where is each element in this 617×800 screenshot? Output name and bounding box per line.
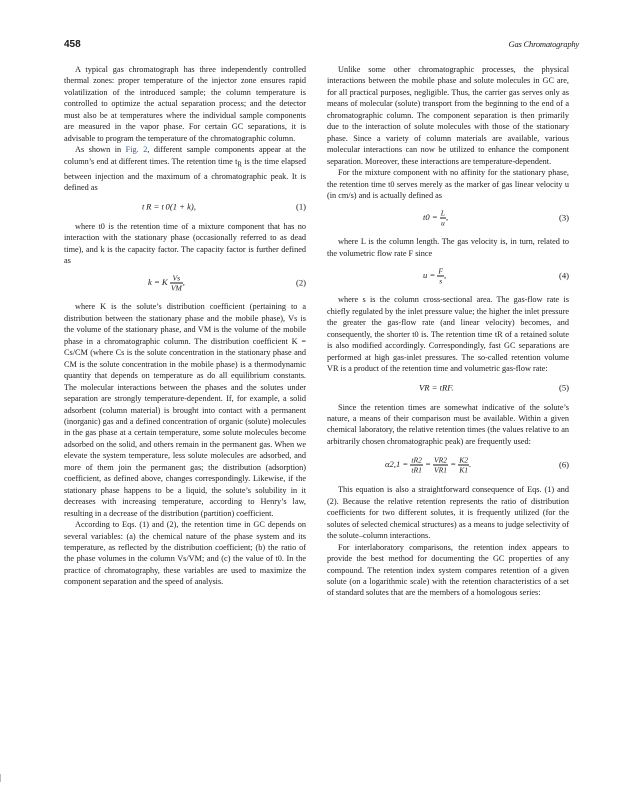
fraction bbox=[170, 274, 183, 293]
equation-number: (1) bbox=[295, 200, 306, 211]
equals-sign: = bbox=[450, 459, 457, 470]
equation-6 bbox=[327, 450, 569, 480]
numerator: F bbox=[438, 266, 444, 276]
paragraph: Since the retention times are somewhat indicative of the solute’s nature, a means of their comparison must be available. Within a given chemical laboratory, the relative retention times (the values relative to an arbitrarily chosen chromatographic peak) are frequently used: bbox=[327, 402, 569, 446]
equation-5 bbox=[327, 378, 569, 398]
paragraph bbox=[64, 144, 306, 193]
equation-tail: , bbox=[446, 212, 449, 223]
equation-1 bbox=[64, 197, 306, 217]
scan-mark bbox=[0, 774, 1, 782]
equation-number: (3) bbox=[558, 212, 569, 223]
equation-body bbox=[148, 274, 185, 293]
subscript: R bbox=[237, 161, 242, 169]
fraction bbox=[410, 456, 423, 475]
paragraph: For the mixture component with no affinity for the stationary phase, the retention time t0 serves merely as the marker of gas linear velocity u (in cm/s) and is actually defined as bbox=[327, 168, 569, 200]
denominator: VR1 bbox=[434, 465, 448, 475]
denominator: u bbox=[441, 218, 445, 228]
equation-lhs: α2,1 = bbox=[385, 459, 409, 470]
equation-tail: , bbox=[182, 277, 185, 288]
equation-tail: . bbox=[469, 459, 472, 470]
equation-lhs: k = K bbox=[148, 277, 168, 288]
numerator: tR2 bbox=[411, 455, 422, 465]
text-run: As shown in bbox=[75, 145, 126, 155]
paragraph: where K is the solute’s distribution coefficient (pertaining to a distribution between the stationary phase and the mobile phase), Vs is the volume of the stationary phase, and VM is the volume of the mobile phase in a chromatographic column. The distribution coefficient K = Cs/CM (where Cs is the solute concentration in the stationary phase and CM is the solute concentration in the mobile phase) is a thermodynamic quantity that depends on temperature as do all equilibrium constants. The molecular interactions between the phases and the solutes under separation are strongly temperature-dependent. If, for example, a solid adsorbent (column material) is brought into contact with a permanent (inorganic) gas and a defined concentration of organic (solute) molecules in the gas phase at a certain temperature, some solute molecules become adsorbed on the solid, and others remain in the permanent gas. When we elevate the system temperature, less solute molecules are adsorbed, and more of them join the permanent gas; the distribution (adsorption) coefficient, as defined above, changes correspondingly. Likewise, if the stationary phase happens to be a liquid, the solute’s solubility in it decreases with increasing temperature, according to Henry’s law, resulting in a decrease of the distribution (partition) coefficient. bbox=[64, 302, 306, 518]
page-number: 458 bbox=[64, 39, 81, 50]
numerator: K2 bbox=[459, 455, 469, 465]
equation-4 bbox=[327, 262, 569, 290]
running-title: Gas Chromatography bbox=[508, 39, 579, 49]
equals-sign: = bbox=[425, 459, 431, 470]
equation-body bbox=[423, 209, 448, 228]
fraction bbox=[458, 455, 472, 475]
numerator: VR2 bbox=[434, 455, 448, 465]
right-column bbox=[327, 64, 569, 599]
equation-3 bbox=[327, 204, 569, 232]
equation-body bbox=[385, 456, 471, 475]
paragraph: where t0 is the retention time of a mixture component that has no interaction with the stationary phase (occasionally referred to as dead time), and k is the capacity factor. The capacity factor is further defined as bbox=[64, 221, 306, 265]
equation-body: t R = t 0(1 + k), bbox=[142, 200, 196, 211]
paragraph: where L is the column length. The gas velocity is, in turn, related to the volumetric flow rate F since bbox=[327, 237, 569, 258]
equation-number: (5) bbox=[558, 381, 569, 392]
fraction bbox=[433, 456, 448, 475]
denominator: s bbox=[439, 276, 443, 286]
paragraph: where s is the column cross-sectional area. The gas-flow rate is chiefly regulated by the inlet pressure value; the higher the inlet pressure the greater the gas-flow rate (and linear velocity) becomes, and consequently, the shorter t0 is. The retention time tR of a retained solute is also modified accordingly. Correspondingly, fast GC separations are performed at high gas-inlet pressures. The so-called retention volume VR is a product of the retention time and volumetric gas-flow rate: bbox=[327, 295, 569, 374]
denominator: VM bbox=[170, 283, 182, 293]
paragraph: This equation is also a straightforward consequence of Eqs. (1) and (2). Because the relative retention represents the ratio of distribution coefficients for two different solutes, it is frequently utilized (for the solutes of selected chemical structures) as a means to judge selectivity of the solute–column interactions. bbox=[327, 485, 569, 541]
equation-body bbox=[423, 267, 446, 286]
numerator: L bbox=[440, 208, 446, 218]
equation-body: VR = tRF. bbox=[419, 381, 454, 392]
figure-link[interactable]: Fig. 2 bbox=[125, 145, 148, 155]
equation-2 bbox=[64, 269, 306, 297]
left-column bbox=[64, 64, 306, 588]
text-run: is the time elapsed between injection and the maximum of a chromatographic peak. It is defined as bbox=[64, 156, 306, 193]
equation-number: (6) bbox=[558, 459, 569, 470]
equation-number: (2) bbox=[295, 277, 306, 288]
equation-lhs: u = bbox=[423, 270, 436, 281]
denominator: tR1 bbox=[411, 465, 422, 475]
equation-tail: , bbox=[444, 270, 447, 281]
paragraph: A typical gas chromatograph has three independently controlled thermal zones: proper temperature of the injector zone ensures rapid volatilization of the introduced sample; the column temperature is controlled to optimize the actual separation process; and the detector must also be at temperatures where the individual sample components are measured in the vapor phase. For certain GC separations, it is advisable to program the temperature of the chromatographic column. bbox=[64, 65, 306, 143]
text-run: , different sample components appear at the column’s end at different times. The retention time t bbox=[64, 145, 306, 166]
numerator: Vs bbox=[170, 274, 183, 284]
equation-lhs: t0 = bbox=[423, 212, 438, 223]
paragraph: For interlaboratory comparisons, the retention index appears to provide the best method for documenting the GC properties of any compound. The retention index system compares retention of a given solute (on a logarithmic scale) with the retention characteristics of a set of standard solutes that are the members of a homologous series: bbox=[327, 542, 569, 598]
equation-number: (4) bbox=[558, 270, 569, 281]
paragraph: According to Eqs. (1) and (2), the retention time in GC depends on several variables: (a) the chemical nature of the phase system and its temperature, as reflected by the distribution coefficient; (b) the ratio of the phase volumes in the column Vs/VM; and (c) the value of t0. In the practice of chromatography, these variables are used to maximize the component separation and the speed of analysis. bbox=[64, 520, 306, 587]
denominator: K1 bbox=[459, 465, 469, 475]
paragraph: Unlike some other chromatographic processes, the physical interactions between the mobile phase and solute molecules in GC are, for all practical purposes, negligible. Thus, the carrier gas serves only as means of molecular (solute) transport from the beginning to the end of a chromatographic column. The component separation is then primarily due to the interaction of solute molecules with those of the stationary phase. Since a variety of column materials are available, various molecular interactions can now be utilized to enhance the component separation. Moreover, these interactions are temperature-dependent. bbox=[327, 65, 569, 166]
